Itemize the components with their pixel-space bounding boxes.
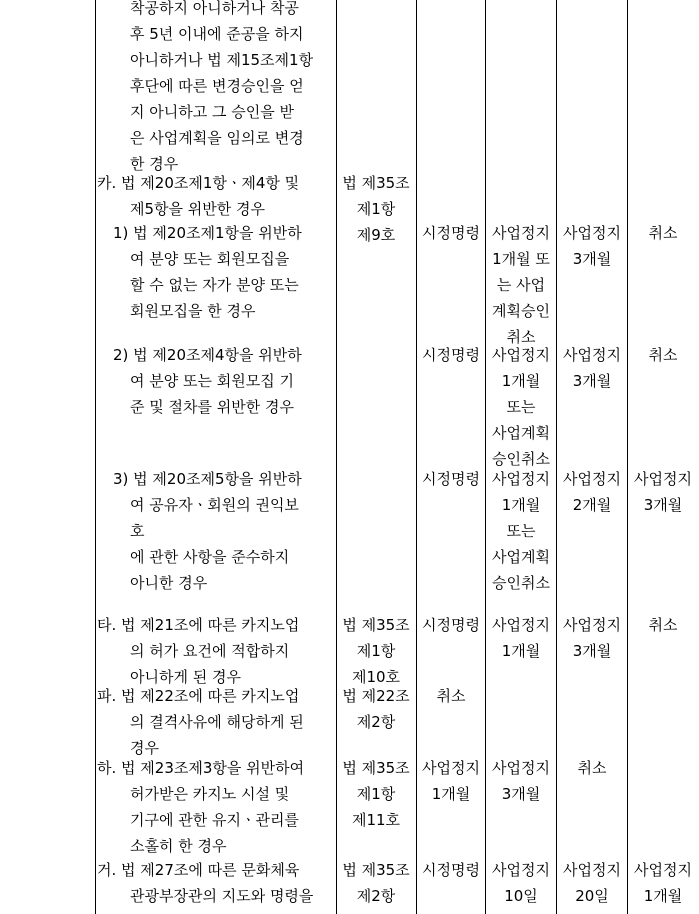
violation-text-line: 의 허가 요건에 적합하지 bbox=[130, 642, 290, 660]
penalty-p2-text: 사업정지 bbox=[492, 470, 550, 488]
legal-basis-text: 법 제35조 bbox=[342, 616, 410, 634]
violation-text-line: 허가받은 카지노 시설 및 bbox=[130, 785, 290, 803]
violation-text-line: 아니한 경우 bbox=[130, 574, 208, 592]
penalty-p1-text: 시정명령 bbox=[422, 861, 480, 879]
violation-text-line: 의 결격사유에 해당하게 된 bbox=[130, 713, 304, 731]
violation-text-line: 1) 법 제20조제1항을 위반하 bbox=[113, 224, 302, 242]
penalty-p1-text: 시정명령 bbox=[422, 346, 480, 364]
violation-text-line: 여 공유자ㆍ회원의 권익보 bbox=[130, 496, 299, 514]
penalty-p4-text: 취소 bbox=[648, 616, 678, 634]
violation-text-line: 호 bbox=[130, 522, 145, 540]
penalty-p2-text: 사업정지 bbox=[492, 759, 550, 777]
penalty-p4-text: 취소 bbox=[648, 224, 678, 242]
penalty-p3-text: 3개월 bbox=[572, 250, 612, 268]
legal-basis-text: 제2항 bbox=[356, 713, 396, 731]
penalty-p2-text: 1개월 bbox=[501, 496, 541, 514]
violation-text-line: 카. 법 제20조제1항ㆍ제4항 및 bbox=[97, 174, 300, 192]
penalty-p2-text: 사업정지 bbox=[492, 224, 550, 242]
penalty-p2-text: 취소 bbox=[506, 328, 536, 346]
violation-text-line: 한 경우 bbox=[130, 155, 179, 173]
penalty-p2-text: 계획승인 bbox=[492, 302, 550, 320]
penalty-p2-text: 사업정지 bbox=[492, 346, 550, 364]
penalty-p2-text: 1개월 bbox=[501, 642, 541, 660]
penalty-p4-text: 사업정지 bbox=[634, 470, 692, 488]
violation-text-line: 경우 bbox=[130, 739, 159, 757]
penalty-p2-text: 또는 bbox=[506, 398, 536, 416]
violation-text-line: 타. 법 제21조에 따른 카지노업 bbox=[97, 616, 300, 634]
penalty-p3-text: 2개월 bbox=[572, 496, 612, 514]
legal-basis-text: 법 제35조 bbox=[342, 759, 410, 777]
legal-basis-text: 법 제35조 bbox=[342, 861, 410, 879]
legal-basis-text: 제1항 bbox=[356, 785, 396, 803]
violation-text-line: 후 5년 이내에 준공을 하지 bbox=[130, 25, 304, 43]
penalty-p2-text: 3개월 bbox=[501, 785, 541, 803]
penalty-p1-text: 사업정지 bbox=[422, 759, 480, 777]
penalty-p2-text: 10일 bbox=[504, 887, 538, 905]
legal-basis-text: 제10호 bbox=[351, 668, 401, 686]
penalty-p4-text: 3개월 bbox=[643, 496, 683, 514]
column-divider bbox=[627, 0, 628, 914]
legal-basis-text: 제11호 bbox=[351, 811, 401, 829]
violation-text-line: 은 사업계획을 임의로 변경 bbox=[130, 129, 304, 147]
violation-text-line: 준 및 절차를 위반한 경우 bbox=[130, 398, 294, 416]
violation-text-line: 제5항을 위반한 경우 bbox=[130, 200, 266, 218]
penalty-p4-text: 1개월 bbox=[643, 887, 683, 905]
violation-text-line: 거. 법 제27조에 따른 문화체육 bbox=[97, 861, 300, 879]
penalty-p2-text: 승인취소 bbox=[492, 574, 550, 592]
penalty-p4-text: 취소 bbox=[648, 346, 678, 364]
violation-text-line: 하. 법 제23조제3항을 위반하여 bbox=[97, 759, 305, 777]
violation-text-line: 여 분양 또는 회원모집을 bbox=[130, 250, 290, 268]
violation-text-line: 2) 법 제20조제4항을 위반하 bbox=[113, 346, 302, 364]
penalty-p1-text: 1개월 bbox=[431, 785, 471, 803]
penalty-p2-text: 승인취소 bbox=[492, 450, 550, 468]
penalty-p3-text: 3개월 bbox=[572, 642, 612, 660]
legal-basis-text: 제2항 bbox=[356, 887, 396, 905]
penalty-p3-text: 3개월 bbox=[572, 372, 612, 390]
violation-text-line: 착공하지 아니하거나 착공 bbox=[130, 0, 299, 17]
penalty-p2-text: 1개월 또 bbox=[492, 250, 550, 268]
penalty-p1-text: 시정명령 bbox=[422, 224, 480, 242]
violation-text-line: 지 아니하고 그 승인을 받 bbox=[130, 103, 294, 121]
penalty-p2-text: 사업정지 bbox=[492, 861, 550, 879]
penalty-p3-text: 사업정지 bbox=[563, 224, 621, 242]
column-divider bbox=[336, 0, 337, 914]
penalty-p3-text: 취소 bbox=[577, 759, 607, 777]
penalty-p3-text: 사업정지 bbox=[563, 861, 621, 879]
penalty-p1-text: 취소 bbox=[436, 687, 466, 705]
penalty-p3-text: 20일 bbox=[575, 887, 609, 905]
penalty-p1-text: 시정명령 bbox=[422, 616, 480, 634]
penalty-p3-text: 사업정지 bbox=[563, 346, 621, 364]
violation-text-line: 파. 법 제22조에 따른 카지노업 bbox=[97, 687, 300, 705]
legal-basis-text: 제1항 bbox=[356, 642, 396, 660]
violation-text-line: 3) 법 제20조제5항을 위반하 bbox=[113, 470, 302, 488]
legal-basis-text: 제9호 bbox=[356, 226, 396, 244]
penalty-p3-text: 사업정지 bbox=[563, 470, 621, 488]
violation-text-line: 기구에 관한 유지ㆍ관리를 bbox=[130, 811, 299, 829]
penalty-p2-text: 1개월 bbox=[501, 372, 541, 390]
penalty-p3-text: 사업정지 bbox=[563, 616, 621, 634]
violation-text-line: 아니하거나 법 제15조제1항 bbox=[130, 51, 314, 69]
penalty-p2-text: 또는 bbox=[506, 522, 536, 540]
penalty-p2-text: 는 사업 bbox=[496, 276, 546, 294]
column-divider bbox=[556, 0, 557, 914]
legal-basis-text: 법 제22조 bbox=[342, 687, 410, 705]
penalty-p2-text: 사업정지 bbox=[492, 616, 550, 634]
violation-text-line: 할 수 없는 자가 분양 또는 bbox=[130, 276, 299, 294]
violation-text-line: 에 관한 사항을 준수하지 bbox=[130, 548, 290, 566]
penalty-p2-text: 사업계획 bbox=[492, 548, 550, 566]
violation-text-line: 소홀히 한 경우 bbox=[130, 837, 227, 855]
table-border-left bbox=[95, 0, 96, 914]
column-divider bbox=[416, 0, 417, 914]
column-divider bbox=[485, 0, 486, 914]
penalty-p2-text: 사업계획 bbox=[492, 424, 550, 442]
legal-basis-text: 법 제35조 bbox=[342, 174, 410, 192]
penalty-p1-text: 시정명령 bbox=[422, 470, 480, 488]
violation-text-line: 후단에 따른 변경승인을 얻 bbox=[130, 77, 304, 95]
violation-text-line: 아니하게 된 경우 bbox=[130, 668, 241, 686]
penalty-p4-text: 사업정지 bbox=[634, 861, 692, 879]
violation-text-line: 관광부장관의 지도와 명령을 bbox=[130, 887, 314, 905]
violation-text-line: 회원모집을 한 경우 bbox=[130, 302, 256, 320]
violation-text-line: 여 분양 또는 회원모집 기 bbox=[130, 372, 294, 390]
legal-basis-text: 제1항 bbox=[356, 200, 396, 218]
